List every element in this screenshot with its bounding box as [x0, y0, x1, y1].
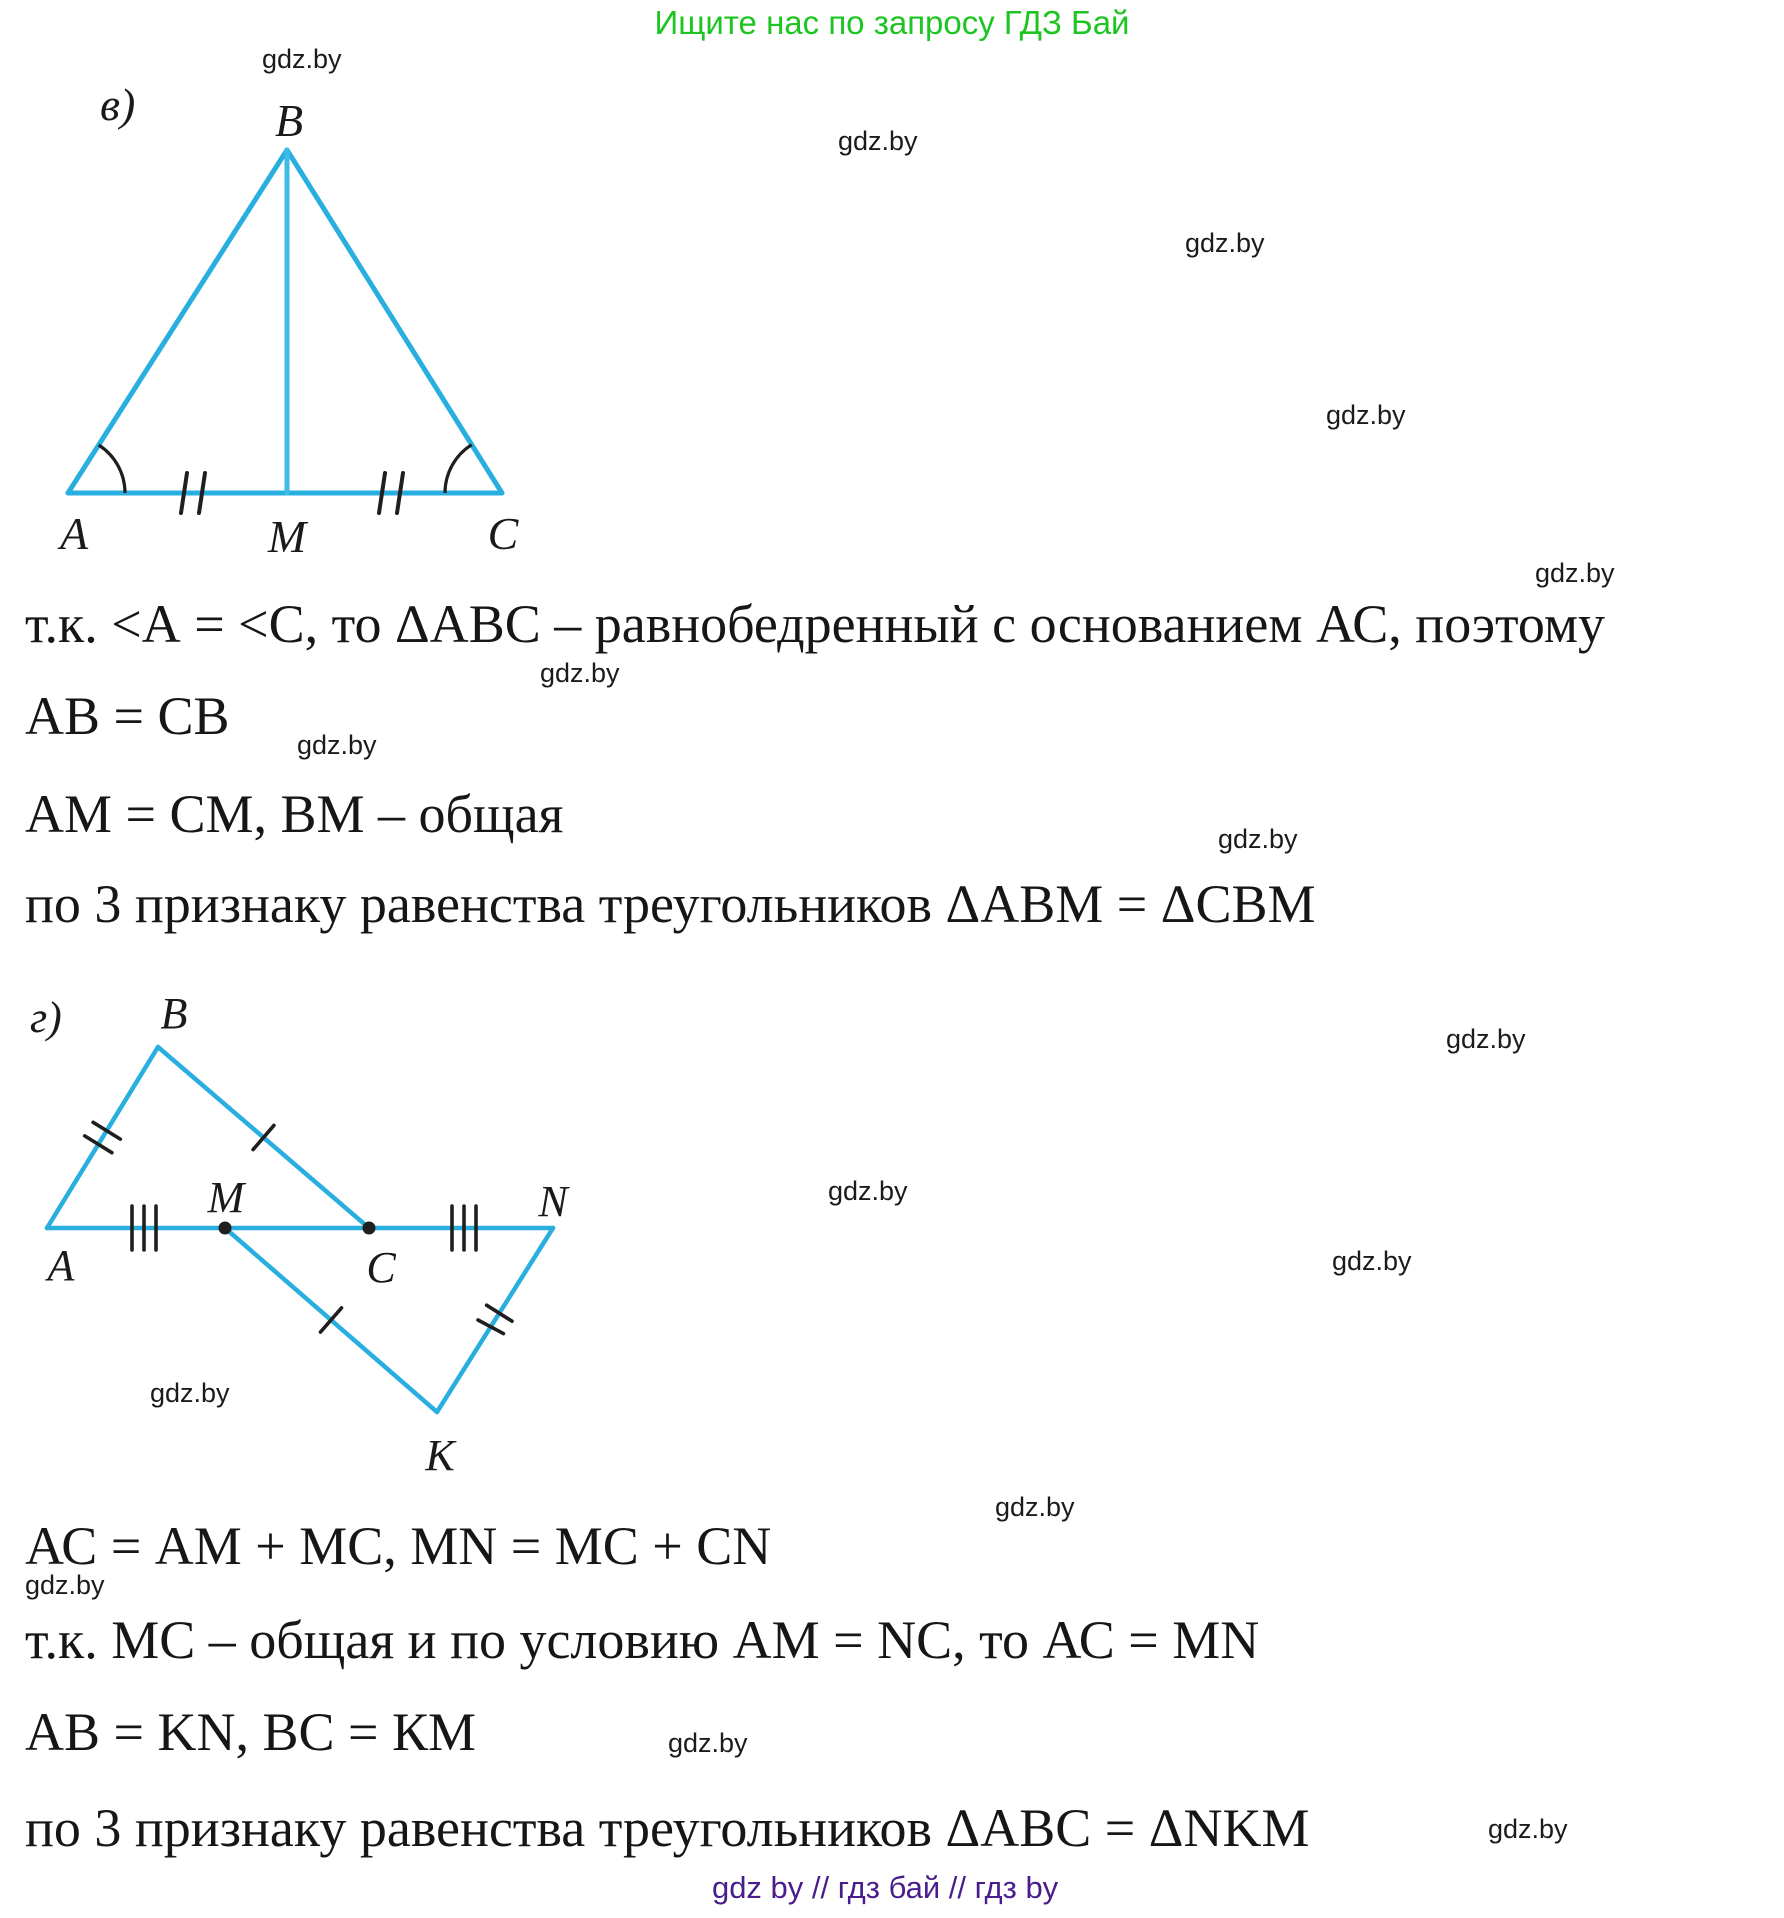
watermark-text: gdz.by — [828, 1176, 908, 1206]
watermark-text: gdz.by — [1332, 1246, 1412, 1276]
side-ab — [47, 1047, 158, 1228]
watermark-text: gdz.by — [1326, 400, 1406, 430]
vertex-label-b: B — [274, 95, 304, 146]
angle-arc-a — [99, 445, 125, 493]
vertex-label-k: K — [425, 1431, 455, 1480]
vertex-label-b: B — [160, 989, 188, 1038]
watermark-text: gdz.by — [540, 658, 620, 688]
tick-ab — [85, 1136, 112, 1153]
vertex-label-c: C — [366, 1243, 396, 1292]
vertex-label-n: N — [538, 1177, 568, 1226]
solution-g-line-2: т.к. МС – общая и по условию АМ = NC, то АС = MN — [25, 1610, 1260, 1670]
watermark-text: gdz.by — [1218, 824, 1298, 854]
figure-v-diagram — [57, 79, 520, 562]
tick-kn — [487, 1305, 512, 1321]
tick-ab — [93, 1122, 120, 1139]
watermark-text: gdz.by — [25, 1570, 105, 1600]
triangle-abc-sides — [68, 150, 502, 493]
watermark-text: gdz.by — [838, 126, 918, 156]
solution-v-line-3: АМ = СМ, ВМ – общая — [25, 784, 564, 844]
solution-v-line-2: АВ = СВ — [25, 686, 230, 746]
vertex-label-a: A — [47, 1241, 75, 1290]
watermark-text: gdz.by — [995, 1492, 1075, 1522]
solution-g-line-3: АВ = KN, ВС = КМ — [25, 1702, 476, 1762]
watermark-text: gdz.by — [1488, 1814, 1568, 1844]
tick-kn — [478, 1320, 503, 1334]
watermark-text: gdz.by — [1535, 558, 1615, 588]
solution-g-line-1: АС = АМ + МС, MN = МС + CN — [25, 1516, 772, 1576]
vertex-label-m: M — [207, 1173, 245, 1222]
side-cb — [287, 150, 502, 493]
watermark-text: gdz.by — [1185, 228, 1265, 258]
solution-v-line-4: по 3 признаку равенства треугольников ΔАВМ = ΔСВМ — [25, 874, 1316, 934]
vertex-label-c: C — [487, 508, 519, 559]
figure-g-label: г) — [30, 993, 62, 1042]
figure-g-diagram — [30, 989, 570, 1480]
page-title: Ищите нас по запросу ГДЗ Бай — [654, 4, 1130, 41]
watermark-text: gdz.by — [668, 1728, 748, 1758]
vertex-label-m: M — [267, 511, 307, 562]
watermark-text: gdz.by — [150, 1378, 230, 1408]
figure-v-label: в) — [100, 79, 136, 130]
point-c-dot — [363, 1222, 376, 1235]
side-kn — [437, 1228, 553, 1412]
vertex-label-a: A — [59, 508, 89, 559]
solution-v-line-1: т.к. <А = <С, то ΔАВС – равнобедренный с основанием АС, поэтому — [25, 594, 1606, 654]
watermark-text: gdz.by — [1446, 1024, 1526, 1054]
footer-links: gdz by // гдз бай // гдз by — [711, 1870, 1059, 1905]
watermark-text: gdz.by — [297, 730, 377, 760]
side-ab — [68, 150, 287, 493]
angle-arc-c — [445, 445, 472, 493]
watermark-text: gdz.by — [262, 44, 342, 74]
point-m-dot — [219, 1222, 232, 1235]
solution-g-line-4: по 3 признаку равенства треугольников ΔАВС = ΔNKM — [25, 1798, 1310, 1858]
